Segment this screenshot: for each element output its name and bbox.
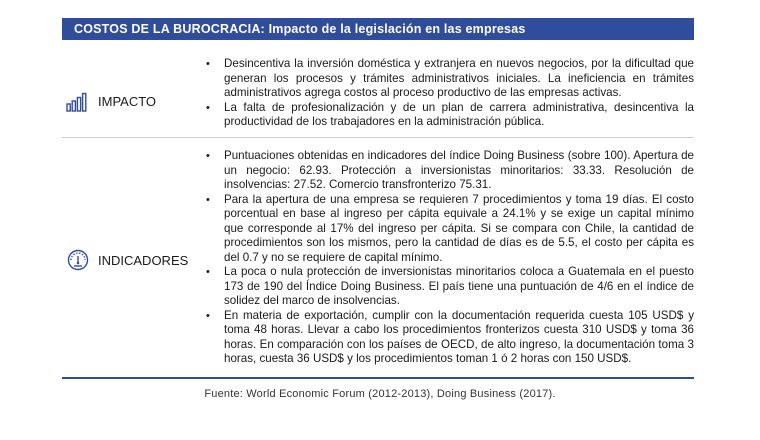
list-item: • En materia de exportación, cumplir con la documentación requerida cuesta 105 USD$ y toma 48 horas. Llevar a cabo los procedimientos fronterizos cuesta 310 USD$ y toma 36 horas. En comparación con los países de OECD, de alto ingreso, la documentación toma 3 horas, cuesta 36 USD$ y los procedimientos toman 1 ó 2 horas con 150 USD$. [206,309,694,367]
row-label-text: INDICADORES [98,252,189,268]
gauge-icon [66,249,90,271]
row-divider [62,137,694,138]
row-label-indicadores [66,249,188,271]
list-item: • Para la apertura de una empresa se requieren 7 procedimientos y toma 19 días. El costo porcentual en base al ingreso per cápita equivale a 24.1% y se exige un capital mínimo que corresponde al 17% del ingreso per cápita. Si se compara con Chile, la cantidad de procedimientos son los mismos, pero la cantidad de días es de 5.5, el costo per cápita es del 0.7 y no se requiere de capital mínimo. [206,193,694,266]
bottom-rule [62,377,694,379]
row-label-impacto [66,90,156,112]
source-note: Fuente: World Economic Forum (2012-2013), Doing Business (2017). [204,388,556,400]
row-label-text: IMPACTO [98,93,157,109]
indicadores-bullet-list [206,149,694,367]
list-item: • Desincentiva la inversión doméstica y extranjera en nuevos negocios, por la dificultad que generan los procesos y trámites administrativos iniciales. La ineficiencia en trámites administrativos agrega costos al proceso productivo de las empresas activas. [206,57,694,101]
list-item: • La poca o nula protección de inversionistas minoritarios coloca a Guatemala en el puesto 173 de 190 del Índice Doing Business. El país tiene una puntuación de 4/6 en el índice de solidez del marco de insolvencias. [206,265,694,309]
impacto-bullet-list [206,57,694,130]
list-item: • Puntuaciones obtenidas en indicadores del índice Doing Business (sobre 100). Apertura de un negocio: 62.93. Protección a inversionistas minoritarios: 33.33. Resolución de insolvencias: 27.52. Comercio transfronterizo 75.31. [206,149,694,193]
list-item: • La falta de profesionalización y de un plan de carrera administrativa, desincentiva la productividad de los trabajadores en la administración pública. [206,101,694,130]
table-header: COSTOS DE LA BUROCRACIA: Impacto de la legislación en las empresas [62,18,694,40]
bar-chart-icon [66,90,90,112]
